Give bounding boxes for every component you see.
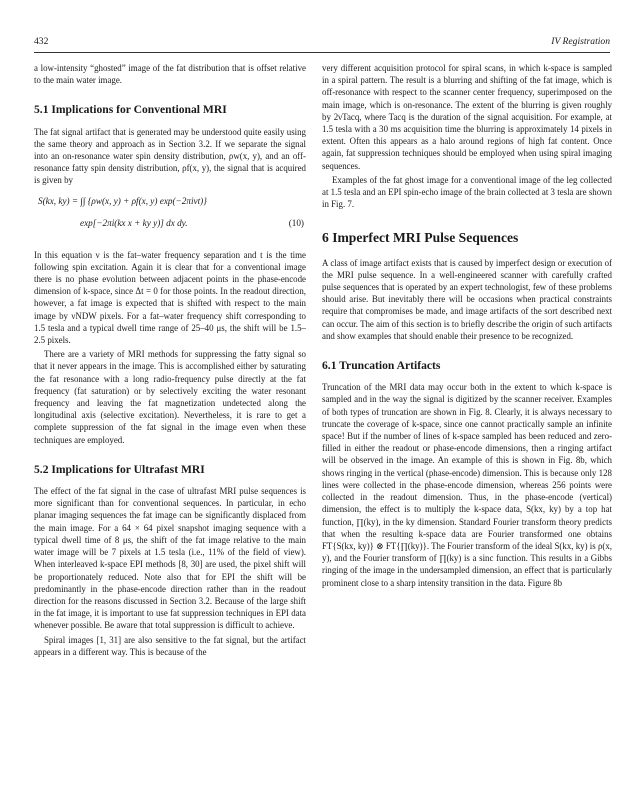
paragraph: a low-intensity “ghosted” image of the fat distribution that is offset relative to the main water image.	[34, 63, 306, 86]
equation-10	[34, 193, 306, 241]
paragraph: very different acquisition protocol for spiral scans, in which k-space is sampled in a spiral pattern. The result is a blurring and shifting of the fat image, which is off-resonance with respect to the scanner center frequency, superimposed on the main image, which is on-resonance. The extent of the blurring is given roughly by 2νTacq, where Tacq is the duration of the signal acquisition. For example, at 1.5 tesla with a 30 ms acquisition time the blurring is approximately 14 pixels in extent. Often this appears as a halo around regions of high fat content. Once again, fat suppression techniques should be employed when using spiral imaging sequences.	[322, 63, 612, 171]
paragraph: Truncation of the MRI data may occur both in the extent to which k-space is sampled and in the way the signal is digitized by the scanner receiver. Examples of both types of truncation are shown in Fig. 8. Clearly, it is always necessary to truncate the coverage of k-space, since one cannot practically sample an infinite space! But if the number of lines of k-space sampled has been reduced and zero-filled in either the readout or phase-encode dimensions, then a ringing artifact will be observed in the image. An example of this is shown in Fig. 8b, which shows ringing in the vertical (phase-encode) dimension. This is because only 128 lines were collected in the phase-encode dimension, whereas 256 points were collected in the readout dimension. Thus, in the phase-encode (vertical) dimension, the effect is to multiply the k-space data, S(kx, ky) by a top hat function, ∏(ky), in the ky dimension. Standard Fourier transform theory predicts that when the resulting k-space data are Fourier transformed one obtains FT{S(kx, ky)} ⊗ FT{∏(ky)}. The Fourier transform of the ideal S(kx, ky) is ρ(x, y), and the Fourier transform of ∏(ky) is a sinc function. This results in a Gibbs ringing of the image in the undersampled dimension, an effect that is particularly prominent close to a sharp intensity transition in the data. Figure 8b	[322, 382, 612, 588]
paragraph: The effect of the fat signal in the case of ultrafast MRI pulse sequences is more significant than for conventional sequences. In particular, in echo planar imaging sequences the fat image can be significantly displaced from the main image. For a 64 × 64 pixel snapshot imaging sequence with a typical dwell time of 8 μs, the shift of the fat image relative to the main water image will be 7 pixels at 1.5 tesla (i.e., 11% of the field of view). When interleaved k-space EPI methods [8, 30] are used, the pixel shift will be proportionately reduced. Note also that for EPI the shift will be predominantly in the phase-encode direction rather than in the readout direction for the reasons discussed in Section 3.2. Because of the large shift in the fat image, it is important to use fat suppression techniques in EPI data whenever possible. Be aware that total suppression is difficult to achieve.	[34, 486, 306, 631]
left-column	[34, 62, 306, 660]
section-heading-6: 6 Imperfect MRI Pulse Sequences	[322, 230, 519, 246]
section-heading-5-2: 5.2 Implications for Ultrafast MRI	[34, 462, 205, 476]
page-number: 432	[34, 36, 49, 47]
paragraph: A class of image artifact exists that is caused by imperfect design or execution of the MRI pulse sequence. In a well-engineered scanner with carefully crafted pulse sequences that is operated by an expert technologist, few of these problems should arise. But inevitably there will be occasions when practical constraints require that compromises be made, and image artifacts of the sort described next can occur. The aim of this section is to briefly describe the origin of such artifacts and show examples that should enable their presence to be recognized.	[322, 257, 612, 341]
right-column	[322, 62, 612, 591]
section-heading-6-1: 6.1 Truncation Artifacts	[322, 359, 441, 373]
section-heading-5-1: 5.1 Implications for Conventional MRI	[34, 103, 227, 117]
equation-line-2: exp[−2πi(kx x + ky y)] dx dy.	[80, 217, 188, 228]
header-rule	[34, 52, 610, 53]
paragraph: The fat signal artifact that is generated may be understood quite easily using the same theory and approach as in Section 3.2. If we separate the signal into an on-resonance water spin density distribution, ρw(x, y), and an off-resonance fatty spin density distribution, ρf(x, y), the signal that is acquired is given by	[34, 126, 306, 186]
running-head: IV Registration	[551, 36, 610, 47]
paragraph: There are a variety of MRI methods for suppressing the fatty signal so that it never appears in the image. This is accomplished either by saturating the fat resonance with a long radio-frequency pulse directly at the fat frequency (fat saturation) or by selectively exciting the water resonant frequency and leaving the fat magnetization undetected along the longitudinal axis (selective excitation). Nevertheless, it is rare to get a complete suppression of the fat signal in the image even when these techniques are employed.	[34, 349, 306, 445]
paragraph: Spiral images [1, 31] are also sensitive to the fat signal, but the artifact appears in a different way. This is because of the	[34, 634, 306, 657]
equation-number: (10)	[288, 217, 304, 228]
equation-line-1: S(kx, ky) = ∫∫ {ρw(x, y) + ρf(x, y) exp(−2πiνt)}	[38, 195, 207, 206]
paragraph: In this equation ν is the fat–water frequency separation and t is the time following spin excitation. Again it is clear that for a conventional image there is no phase evolution between adjacent points in the phase-encode dimension of k-space, since Δt = 0 for those points. In the readout direction, however, a fat image is expected that is shifted with respect to the main image by νNDW pixels. For a fat–water frequency shift corresponding to 1.5 tesla and a typical dwell time range of 25–40 μs, the shift will be 1.5–2.5 pixels.	[34, 249, 306, 346]
page-header	[34, 36, 610, 50]
paragraph: Examples of the fat ghost image for a conventional image of the leg collected at 1.5 tesla and an EPI spin-echo image of the brain collected at 3 tesla are shown in Fig. 7.	[322, 174, 612, 210]
